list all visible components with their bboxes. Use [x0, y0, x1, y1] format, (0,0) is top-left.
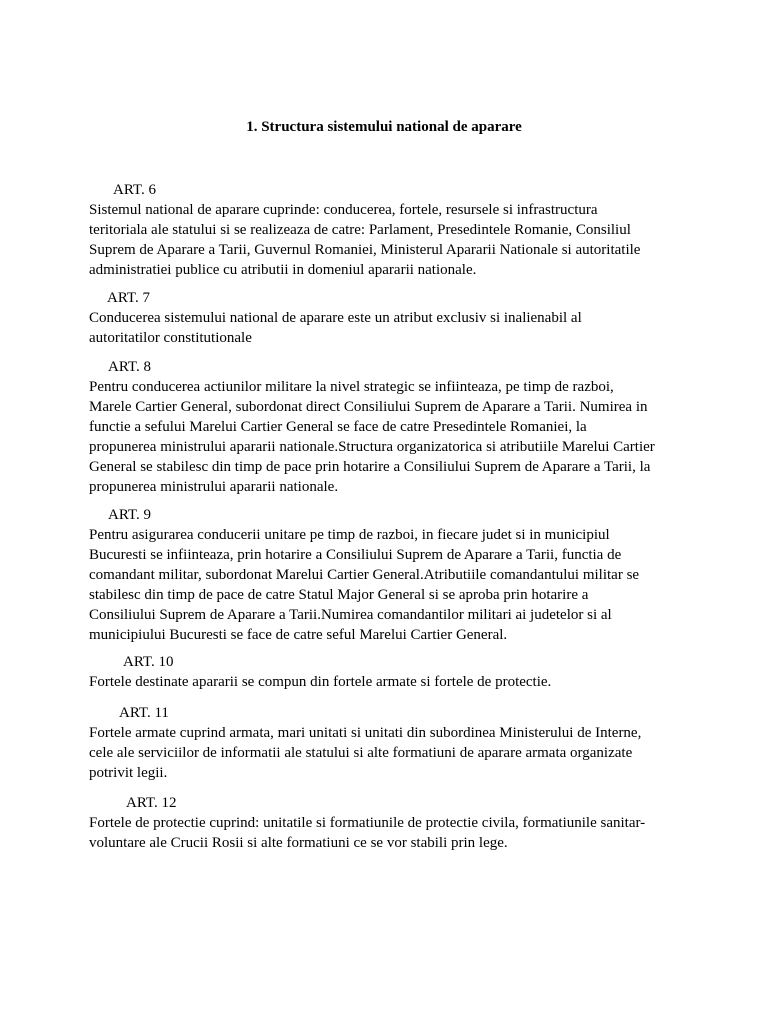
article-11	[89, 703, 689, 783]
article-heading: ART. 7	[107, 290, 150, 306]
article-line: propunerea ministrului apararii nationale.Structura organizatorica si atributiile Marelui Cartier	[89, 439, 655, 455]
article-heading: ART. 8	[108, 359, 151, 375]
article-line: stabilesc din timp de pace de catre Statul Major General si se aproba prin hotarire a	[89, 587, 589, 603]
article-heading: ART. 12	[126, 795, 177, 811]
article-line: Bucuresti se infiinteaza, prin hotarire a Consiliului Suprem de Aparare a Tarii, functia de	[89, 547, 622, 563]
article-heading: ART. 6	[113, 182, 156, 198]
article-heading: ART. 9	[108, 507, 151, 523]
article-line: Fortele destinate apararii se compun din fortele armate si fortele de protectie.	[89, 674, 552, 690]
article-line: voluntare ale Crucii Rosii si alte formatiuni ce se vor stabili prin lege.	[89, 835, 508, 851]
article-heading: ART. 11	[119, 705, 169, 721]
article-line: teritoriala ale statului si se realizeaza de catre: Parlament, Presedintele Romanie, Consiliul	[89, 222, 631, 238]
article-line: Pentru conducerea actiunilor militare la nivel strategic se infiinteaza, pe timp de razboi,	[89, 379, 614, 395]
article-8	[89, 357, 689, 497]
article-line: propunerea ministrului apararii nationale.	[89, 479, 339, 495]
article-line: potrivit legii.	[89, 765, 168, 781]
article-9	[89, 505, 689, 645]
article-line: Fortele de protectie cuprind: unitatile si formatiunile de protectie civila, formatiunile sanitar-	[89, 815, 646, 831]
article-10	[89, 652, 689, 692]
article-line: Sistemul national de aparare cuprinde: conducerea, fortele, resursele si infrastructura	[89, 202, 598, 218]
article-heading: ART. 10	[123, 654, 174, 670]
article-line: General se stabilesc din timp de pace prin hotarire a Consiliului Suprem de Aparare a Tarii, la	[89, 459, 651, 475]
article-7	[89, 288, 689, 348]
article-line: functie a sefului Marelui Cartier General se face de catre Presedintele Romaniei, la	[89, 419, 587, 435]
article-line: municipiului Bucuresti se face de catre seful Marelui Cartier General.	[89, 627, 508, 643]
article-line: Marele Cartier General, subordonat direct Consiliului Suprem de Aparare a Tarii. Numirea in	[89, 399, 648, 415]
article-line: Conducerea sistemului national de aparare este un atribut exclusiv si inalienabil al	[89, 310, 582, 326]
article-line: Pentru asigurarea conducerii unitare pe timp de razboi, in fiecare judet si in municipiul	[89, 527, 610, 543]
article-6	[89, 180, 689, 280]
article-line: Consiliului Suprem de Aparare a Tarii.Numirea comandantilor militari ai judetelor si al	[89, 607, 612, 623]
article-line: comandant militar, subordonat Marelui Cartier General.Atributiile comandantului militar se	[89, 567, 640, 583]
page-title: 1. Structura sistemului national de aparare	[246, 119, 522, 135]
article-line: Fortele armate cuprind armata, mari unitati si unitati din subordinea Ministerului de Interne,	[89, 725, 642, 741]
article-line: administratiei publice cu atributii in domeniul apararii nationale.	[89, 262, 477, 278]
article-line: cele ale serviciilor de informatii ale statului si alte formatiuni de aparare armata organizate	[89, 745, 633, 761]
article-line: autoritatilor constitutionale	[89, 330, 252, 346]
article-line: Suprem de Aparare a Tarii, Guvernul Romaniei, Ministerul Apararii Nationale si autoritatile	[89, 242, 641, 258]
article-12	[89, 793, 689, 853]
